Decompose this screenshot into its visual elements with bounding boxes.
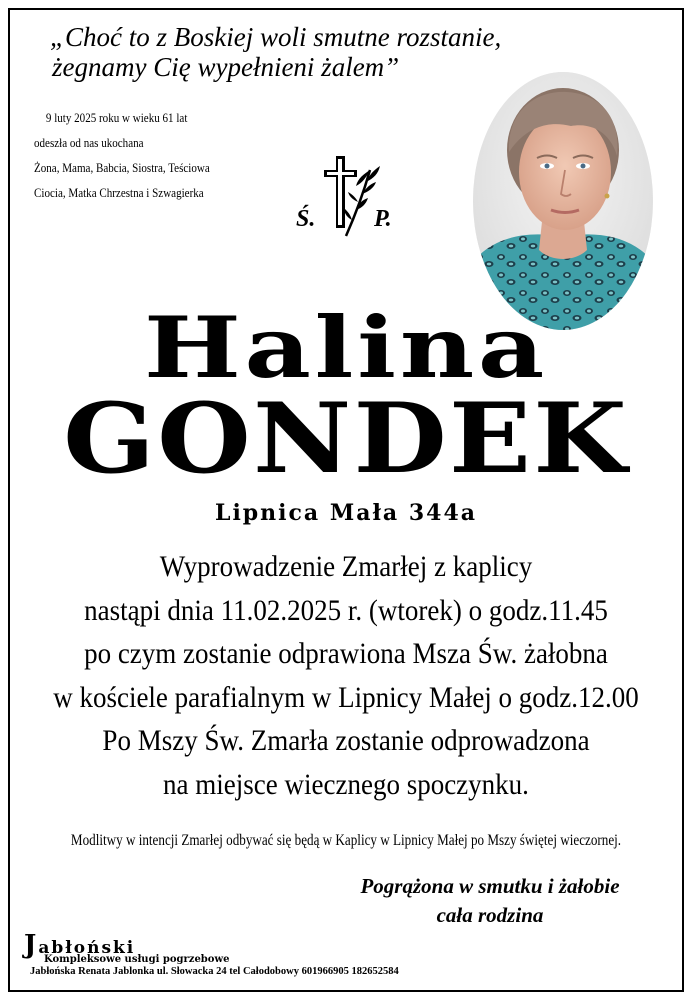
- quote-line-1: „Choć to z Boskiej woli smutne rozstanie,: [50, 22, 502, 52]
- sp-right-letter: P.: [374, 206, 392, 232]
- ceremony-line: nastąpi dnia 11.02.2025 r. (wtorek) o godz.11.45: [84, 593, 608, 627]
- ceremony-line: Po Mszy Św. Zmarła zostanie odprowadzona: [102, 724, 590, 757]
- death-notice-intro: [34, 105, 230, 205]
- funeral-home-initial: J: [24, 930, 39, 960]
- funeral-home-name-rest: abłoński: [38, 938, 136, 958]
- family-signature: [260, 872, 692, 930]
- prayer-notice: Modlitwy w intencji Zmarłej odbywać się będą w Kaplicy w Lipnicy Małej po Mszy świętej wieczornej.: [70, 832, 622, 849]
- ceremony-line: Wyprowadzenie Zmarłej z kaplicy: [159, 550, 533, 583]
- intro-line: odeszła od nas ukochana: [34, 135, 144, 150]
- portrait-photo: [473, 72, 653, 330]
- ceremony-line: na miejsce wiecznego spoczynku.: [163, 767, 529, 801]
- intro-line: 9 luty 2025 roku w wieku 61 lat: [45, 110, 188, 125]
- ceremony-line: po czym zostanie odprawiona Msza Św. żałobna: [84, 637, 608, 670]
- deceased-address: Lipnica Mała 344a: [214, 500, 478, 526]
- funeral-home-contact: Jabłońska Renata Jablonka ul. Słowacka 24 tel Całodobowy 601966905 182652584: [30, 966, 399, 977]
- ceremony-details: [0, 545, 692, 806]
- funeral-home-services: Kompleksowe usługi pogrzebowe: [44, 954, 230, 965]
- sp-left-letter: Ś.: [296, 206, 316, 232]
- ceremony-line: w kościele parafialnym w Lipnicy Małej o godz.12.00: [53, 680, 639, 714]
- deceased-last-name: GONDEK: [63, 382, 629, 495]
- intro-line: Ciocia, Matka Chrzestna i Szwagierka: [34, 185, 204, 200]
- funeral-home-footer: [24, 930, 544, 977]
- cross-sp-emblem: [296, 148, 396, 243]
- signature-line-2: cała rodzina: [436, 903, 544, 927]
- quote-line-2: żegnamy Cię wypełnieni żalem”: [52, 52, 400, 82]
- deceased-portrait: [473, 72, 653, 330]
- signature-line-1: Pogrążona w smutku i żałobie: [360, 874, 620, 898]
- intro-line: Żona, Mama, Babcia, Siostra, Teściowa: [34, 160, 210, 175]
- deceased-first-name: Halina: [144, 298, 548, 397]
